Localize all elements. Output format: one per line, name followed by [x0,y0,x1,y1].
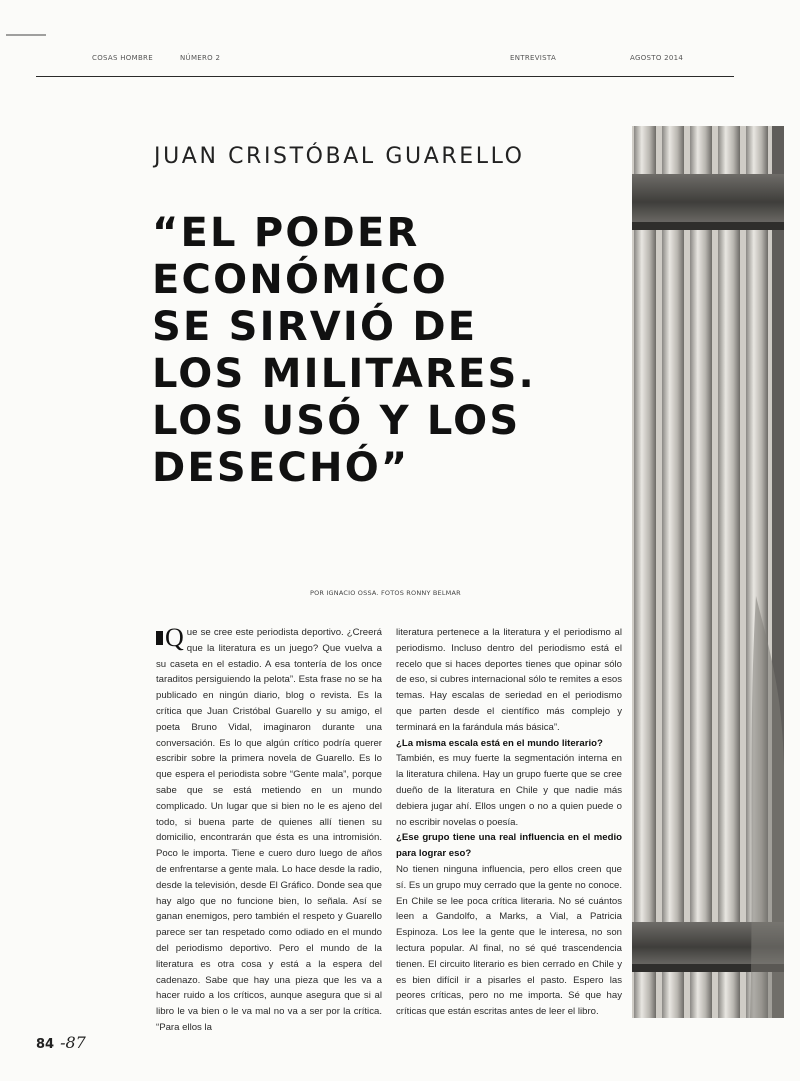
drop-cap: Q [156,627,184,649]
headline [152,210,622,492]
issue-date: AGOSTO 2014 [630,54,684,62]
section-name: ENTREVISTA [510,54,557,62]
paragraph: literatura pertenece a la literatura y el periodismo al periodismo. Incluso dentro del periodismo está el recelo que si haces deportes tienes que opinar sólo de eso, si cubres internacional sólo te remites a esos temas. Hay escalas de seriedad en el periodismo que parten desde el científico más complejo y terminará en la farándula más básica”. [396,627,622,733]
running-header [92,54,732,68]
headline-line: ECONÓMICO [152,257,449,303]
intro-paragraph [156,625,382,1036]
page-number: 84 [36,1037,55,1052]
author-name: JUAN CRISTÓBAL GUARELLO [154,144,525,169]
window-bars-photo [632,126,784,1018]
headline-line: SE SIRVIÓ DE [152,304,478,350]
headline-line: LOS MILITARES. [152,351,536,397]
interview-question: ¿Ese grupo tiene una real influencia en el medio para lograr eso? [396,832,622,860]
article-column-2 [396,625,622,1020]
issue-number: NÚMERO 2 [180,54,221,62]
header-rule [36,76,734,77]
interview-question: ¿La misma escala está en el mundo literario? [396,737,603,749]
intro-text: ue se cree este periodista deportivo. ¿Creerá que la literatura es un juego? Que vuelva a su caseta en el estadio. A esa tontería de los once taraditos persiguiendo la pelota”. Esta frase no se ha publicado en ningún diario, blog o revista. Es la crítica que Juan Cristóbal Guarello y su amigo, el poeta Bruno Vidal, imaginaron durante una conversación. Es lo que algún crítico podría querer escribir sobre la primera novela de Guarello. Es lo que espera el periodista sobre “Gente mala”, porque sabe que se está metiendo en un mundo complicado. Un lugar que si bien no le es ajeno del todo, si buena parte de quienes allí tienen su domicilio, encontrarán que ésta es una intromisión. Poco le importa. Tiene e cuero duro luego de años de enfrentarse a gente mala. Lo hace desde la radio, desde la televisión, desde El Gráfico. Donde sea que hay algo que no funcione bien, lo señala. Así se ganan enemigos, pero también el respeto y Guarello parece ser tan respetado como odiado en el mundo del periodismo deportivo. Pero el mundo de la literatura es otra cosa y está a la espera del cadenazo. Sabe que hay una pieza que les va a hacer ruido a los críticos, aunque asegura que si al libro le va bien o le va mal no va a ser por la crítica. “Para ellos la [156,627,382,1033]
photo-strip [632,126,784,1018]
headline-line: DESECHÓ” [152,445,410,491]
byline-credit: POR IGNACIO OSSA. FOTOS RONNY BELMAR [310,589,461,597]
handwritten-page-note: -87 [60,1033,86,1052]
headline-line: LOS USÓ Y LOS [152,398,521,444]
magazine-name: COSAS HOMBRE [92,54,153,62]
headline-line: “EL PODER [152,210,420,256]
scan-mark [6,34,46,36]
page-folio [36,1033,86,1052]
article-column-1 [156,625,382,1036]
interview-answer: No tienen ninguna influencia, pero ellos creen que sí. Es un grupo muy cerrado que la gente no conoce. En Chile se lee poca crítica literaria. No sé cuántos leen a Gandolfo, a Marks, a Vial, a Patricia Espinoza. Los lee la gente que le interesa, no son lectura popular. Al final, no sé qué trascendencia tienen. El circuito literario es bien cerrado en Chile y es bien difícil ir a pisarles el pasto. Espero las peores críticas, pero no me importa. Sé que hay críticas que están escritas antes de leer el libro. [396,863,622,1018]
interview-answer: También, es muy fuerte la segmentación interna en la literatura chilena. Hay un grupo fuerte que se cree dueño de la literatura en Chile y que nadie más debiera jugar ahí. Ellos ungen o no a quien puede o no escribir novelas o poesía. [396,753,622,828]
